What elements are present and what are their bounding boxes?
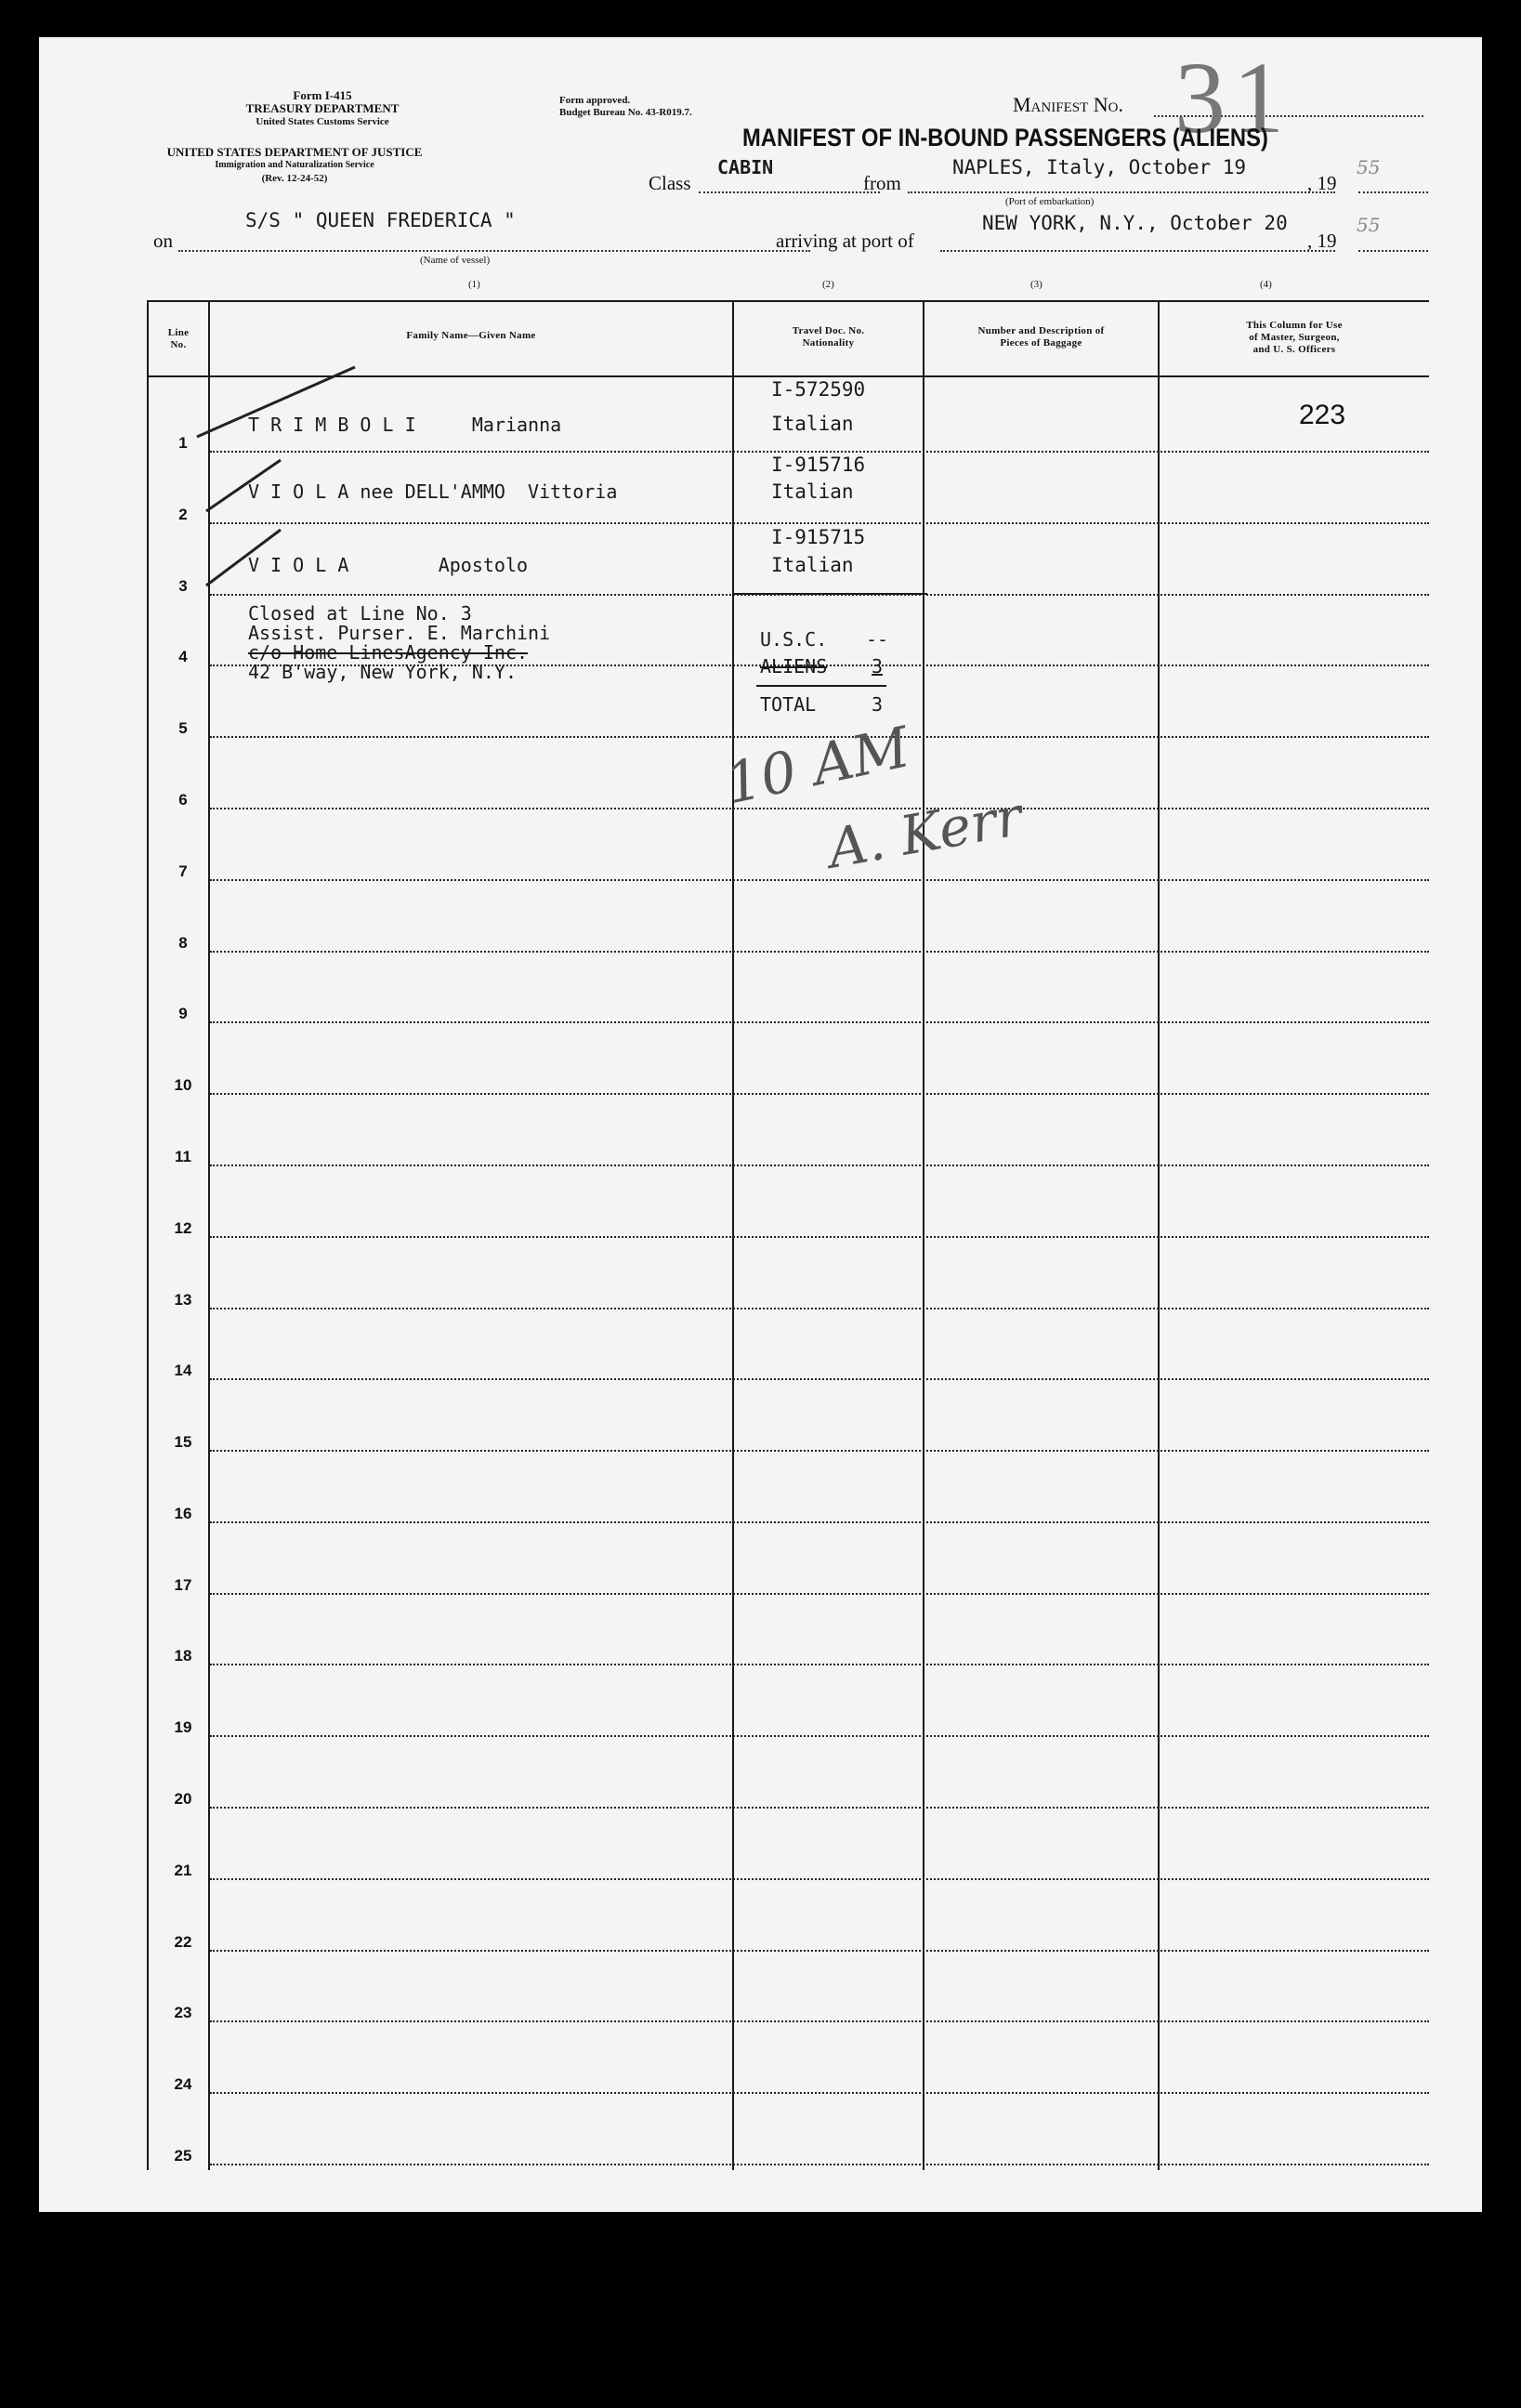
baggage-header-1: Number and Description of bbox=[977, 325, 1105, 336]
official-header-1: This Column for Use bbox=[1246, 320, 1343, 331]
agency-address: 42 B'way, New York, N.Y. bbox=[248, 661, 517, 683]
manifest-title: MANIFEST OF IN-BOUND PASSENGERS (ALIENS) bbox=[742, 124, 1268, 151]
revision-date: (Rev. 12-24-52) bbox=[261, 173, 328, 184]
line-number: 6 bbox=[178, 791, 188, 809]
line-number: 7 bbox=[178, 862, 188, 880]
year-prefix-1: , 19 bbox=[1307, 172, 1337, 194]
approval-block bbox=[559, 95, 692, 119]
row-line bbox=[210, 1878, 1429, 1880]
col-number-4: (4) bbox=[1260, 279, 1272, 290]
row-line bbox=[210, 951, 1429, 953]
baggage-header-2: Pieces of Baggage bbox=[1000, 337, 1082, 349]
line-number: 18 bbox=[174, 1647, 192, 1665]
row-line bbox=[210, 1378, 1429, 1380]
row-line bbox=[210, 1165, 1429, 1166]
class-label: Class bbox=[649, 172, 691, 194]
line-number: 24 bbox=[174, 2075, 192, 2093]
vessel-caption: (Name of vessel) bbox=[420, 255, 491, 266]
line-number: 16 bbox=[174, 1505, 192, 1522]
passenger-1-name: T R I M B O L I Marianna bbox=[248, 414, 562, 436]
row-line bbox=[210, 1735, 1429, 1737]
line-number: 15 bbox=[174, 1433, 192, 1451]
form-number: Form I-415 bbox=[293, 88, 352, 102]
passenger-1-nationality: Italian bbox=[771, 413, 854, 435]
handwritten-initials: A. Kerr bbox=[823, 783, 1028, 881]
ins-title: Immigration and Naturalization Service bbox=[215, 160, 374, 170]
row-line bbox=[210, 2164, 1429, 2165]
doj-title: UNITED STATES DEPARTMENT OF JUSTICE bbox=[166, 145, 423, 159]
check-marks bbox=[169, 321, 383, 637]
passenger-1-official: 223 bbox=[1299, 400, 1346, 430]
row-line bbox=[210, 1807, 1429, 1809]
line-number: 3 bbox=[178, 577, 188, 595]
nationality-header: Nationality bbox=[802, 337, 855, 349]
passenger-2-doc: I-915716 bbox=[771, 454, 866, 476]
line-number: 9 bbox=[178, 1005, 188, 1022]
line-number: 25 bbox=[174, 2147, 192, 2165]
col-number-2: (2) bbox=[822, 279, 834, 290]
from-line bbox=[908, 191, 1335, 193]
row-line bbox=[210, 879, 1429, 881]
form-id-block bbox=[206, 89, 439, 128]
handwritten-time: 10 AM bbox=[719, 715, 916, 818]
aliens-value: 3 bbox=[872, 655, 884, 678]
check-mark-2 bbox=[206, 460, 281, 511]
col-header-baggage bbox=[924, 325, 1158, 349]
line-number: 23 bbox=[174, 2004, 192, 2021]
class-value: CABIN bbox=[717, 156, 774, 178]
row-line bbox=[210, 1236, 1429, 1238]
manifest-page bbox=[39, 37, 1482, 2212]
travel-doc-header: Travel Doc. No. bbox=[792, 325, 865, 336]
port-caption: (Port of embarkation) bbox=[1005, 196, 1095, 207]
official-header-3: and U. S. Officers bbox=[1252, 344, 1336, 355]
line-number: 22 bbox=[174, 1933, 192, 1951]
table-top-rule bbox=[147, 300, 1429, 302]
row-line bbox=[210, 451, 1429, 453]
check-mark-1 bbox=[197, 367, 355, 437]
arriving-value: NEW YORK, N.Y., October 20 bbox=[982, 212, 1288, 234]
line-number: 2 bbox=[178, 506, 188, 523]
doj-block bbox=[141, 146, 448, 185]
year-prefix-2: , 19 bbox=[1307, 230, 1337, 252]
line-number: 14 bbox=[174, 1362, 192, 1379]
vessel-line bbox=[178, 250, 810, 252]
row-line bbox=[210, 1664, 1429, 1665]
passenger-1-doc: I-572590 bbox=[771, 378, 866, 401]
line-number: 21 bbox=[174, 1862, 192, 1879]
row-line bbox=[210, 1093, 1429, 1095]
aliens-label: ALIENS bbox=[760, 655, 828, 678]
line-header-1: Line bbox=[167, 327, 190, 338]
form-approved: Form approved. bbox=[559, 95, 631, 106]
col-number-3: (3) bbox=[1030, 279, 1042, 290]
line-number: 11 bbox=[175, 1148, 191, 1165]
on-label: on bbox=[153, 230, 173, 252]
line-number: 12 bbox=[174, 1219, 192, 1237]
passenger-3-nationality: Italian bbox=[771, 554, 854, 576]
name-col-divider bbox=[732, 300, 734, 2170]
usc-label: U.S.C. bbox=[760, 628, 828, 651]
line-number: 10 bbox=[174, 1076, 192, 1094]
passenger-2-name: V I O L A nee DELL'AMMO Vittoria bbox=[248, 480, 618, 503]
line-header-2: No. bbox=[170, 339, 187, 350]
closing-rule bbox=[732, 593, 927, 595]
line-number: 4 bbox=[178, 648, 188, 665]
manifest-no-label: Manifest No. bbox=[1013, 93, 1123, 116]
check-mark-3 bbox=[206, 530, 281, 586]
line-number: 1 bbox=[178, 434, 188, 452]
doc-col-divider bbox=[923, 300, 924, 2170]
row-line bbox=[210, 2092, 1429, 2094]
vessel-value: S/S " QUEEN FREDERICA " bbox=[245, 209, 516, 231]
year-line-1 bbox=[1358, 191, 1428, 193]
line-number: 13 bbox=[174, 1291, 192, 1309]
row-line bbox=[210, 1308, 1429, 1309]
line-number: 5 bbox=[178, 719, 188, 737]
totals-rule bbox=[756, 685, 886, 687]
year-value-1: 55 bbox=[1357, 156, 1381, 178]
year-value-2: 55 bbox=[1357, 214, 1381, 236]
row-line bbox=[210, 522, 1429, 524]
col-header-official bbox=[1160, 320, 1429, 356]
table-left-edge bbox=[147, 300, 149, 2170]
row-line bbox=[210, 808, 1429, 809]
budget-bureau: Budget Bureau No. 43-R019.7. bbox=[559, 107, 692, 118]
agency-name: c/o Home LinesAgency Inc. bbox=[248, 641, 529, 664]
closed-at-line: Closed at Line No. 3 bbox=[248, 602, 472, 625]
treasury-dept: TREASURY DEPARTMENT bbox=[245, 101, 400, 115]
row-line bbox=[210, 1021, 1429, 1023]
line-number: 8 bbox=[178, 934, 188, 952]
col-header-travel-doc bbox=[734, 325, 923, 349]
row-line bbox=[210, 1950, 1429, 1952]
line-number: 20 bbox=[174, 1790, 192, 1808]
arriving-label: arriving at port of bbox=[776, 230, 914, 252]
line-number: 19 bbox=[174, 1718, 192, 1736]
official-header-2: of Master, Surgeon, bbox=[1249, 332, 1340, 343]
purser-name: Assist. Purser. E. Marchini bbox=[248, 622, 551, 644]
usc-value: -- bbox=[866, 628, 889, 651]
passenger-3-name: V I O L A Apostolo bbox=[248, 554, 529, 576]
arriving-line bbox=[940, 250, 1335, 252]
col-header-name: Family Name—Given Name bbox=[406, 330, 536, 341]
col-number-1: (1) bbox=[468, 279, 480, 290]
closing-note bbox=[248, 604, 550, 682]
row-line bbox=[210, 2020, 1429, 2022]
from-label: from bbox=[863, 172, 901, 194]
passenger-3-doc: I-915715 bbox=[771, 526, 866, 548]
class-line bbox=[699, 191, 880, 193]
line-number: 17 bbox=[174, 1576, 192, 1594]
total-label: TOTAL bbox=[760, 693, 817, 716]
row-line bbox=[210, 1450, 1429, 1452]
from-value: NAPLES, Italy, October 19 bbox=[952, 156, 1247, 178]
row-line bbox=[210, 1593, 1429, 1595]
year-line-2 bbox=[1358, 250, 1428, 252]
total-value: 3 bbox=[872, 693, 884, 716]
customs-service: United States Customs Service bbox=[256, 116, 389, 127]
passenger-2-nationality: Italian bbox=[771, 480, 854, 503]
baggage-col-divider bbox=[1158, 300, 1160, 2170]
row-line bbox=[210, 1521, 1429, 1523]
manifest-number: 31 bbox=[1174, 41, 1292, 154]
